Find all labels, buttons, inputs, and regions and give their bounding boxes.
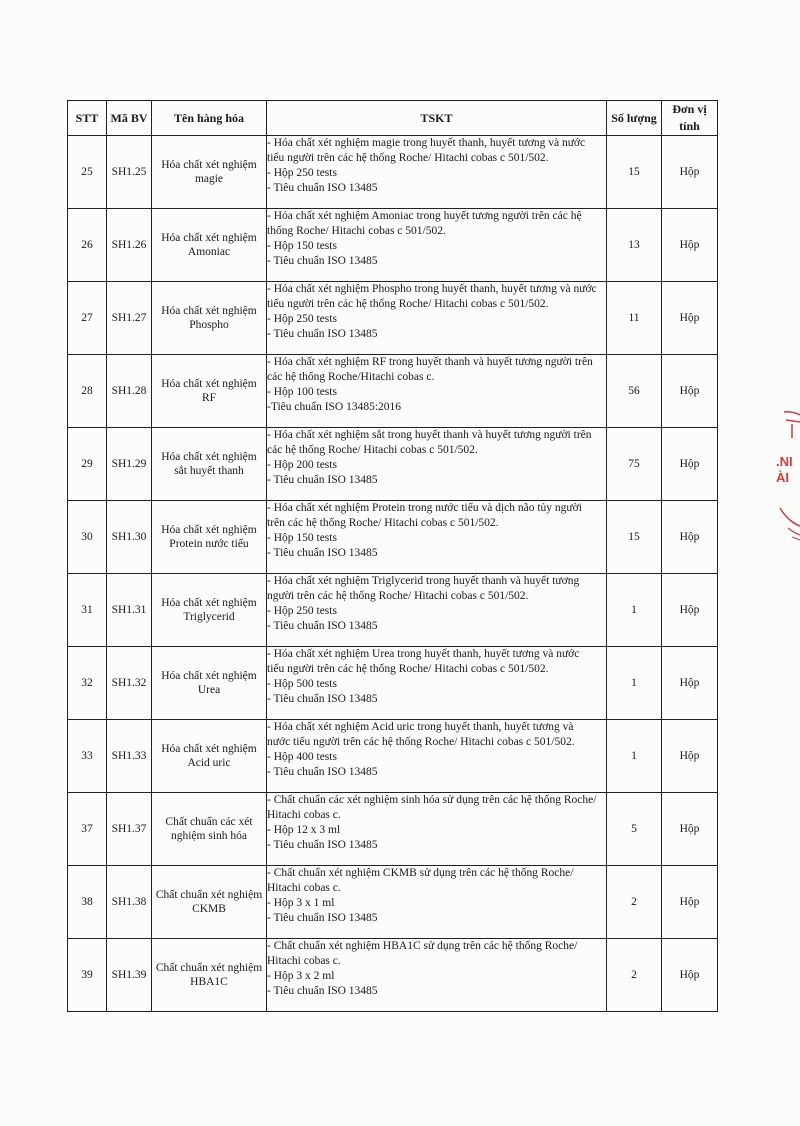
table-row bbox=[68, 866, 718, 939]
spec-line: Hitachi cobas c. bbox=[267, 809, 341, 821]
cell-ma-bv: SH1.32 bbox=[107, 647, 152, 720]
table-row bbox=[68, 939, 718, 1012]
spec-line: - Tiêu chuẩn ISO 13485 bbox=[267, 474, 378, 486]
product-name-line: Amoniac bbox=[187, 246, 231, 258]
cell-ten-hang-hoa bbox=[152, 282, 267, 355]
product-name-line: RF bbox=[201, 392, 217, 404]
cell-ten-hang-hoa bbox=[152, 939, 267, 1012]
spec-line: - Hộp 250 tests bbox=[267, 167, 337, 179]
stamp-text-1: .NI bbox=[776, 454, 793, 469]
spec-line: các hệ thống Roche/ Hitachi cobas c 501/502. bbox=[267, 444, 478, 456]
header-ma-bv: Mã BV bbox=[107, 101, 152, 136]
cell-ma-bv: SH1.27 bbox=[107, 282, 152, 355]
stamp-arc-icon bbox=[766, 400, 800, 580]
spec-line: - Hóa chất xét nghiệm magie trong huyết thanh, huyết tương và nước bbox=[267, 137, 586, 149]
spec-line: - Hộp 250 tests bbox=[267, 605, 337, 617]
cell-don-vi: Hộp bbox=[662, 574, 718, 647]
cell-ma-bv: SH1.38 bbox=[107, 866, 152, 939]
table-row bbox=[68, 720, 718, 793]
product-name-line: Protein nước tiểu bbox=[169, 538, 249, 550]
spec-line: - Hộp 400 tests bbox=[267, 751, 337, 763]
spec-line: các hệ thống Roche/Hitachi cobas c. bbox=[267, 371, 435, 383]
cell-ten-hang-hoa bbox=[152, 866, 267, 939]
cell-ma-bv: SH1.29 bbox=[107, 428, 152, 501]
cell-tskt bbox=[267, 282, 607, 355]
spec-line: - Tiêu chuẩn ISO 13485 bbox=[267, 328, 378, 340]
product-name-line: nghiệm sinh hóa bbox=[170, 830, 248, 842]
header-so-luong: Số lượng bbox=[607, 101, 662, 136]
cell-stt: 31 bbox=[68, 574, 107, 647]
cell-ma-bv: SH1.39 bbox=[107, 939, 152, 1012]
product-name-line: Hóa chất xét nghiệm bbox=[161, 232, 257, 244]
spec-line: - Tiêu chuẩn ISO 13485 bbox=[267, 620, 378, 632]
cell-don-vi: Hộp bbox=[662, 501, 718, 574]
cell-ma-bv: SH1.30 bbox=[107, 501, 152, 574]
spec-line: - Hộp 100 tests bbox=[267, 386, 337, 398]
cell-ma-bv: SH1.37 bbox=[107, 793, 152, 866]
cell-don-vi: Hộp bbox=[662, 647, 718, 720]
product-name-line: Urea bbox=[197, 684, 221, 696]
cell-don-vi: Hộp bbox=[662, 720, 718, 793]
cell-stt: 39 bbox=[68, 939, 107, 1012]
spec-line: Hitachi cobas c. bbox=[267, 882, 341, 894]
spec-line: - Tiêu chuẩn ISO 13485 bbox=[267, 912, 378, 924]
spec-line: - Hộp 150 tests bbox=[267, 532, 337, 544]
product-name-line: Triglycerid bbox=[183, 611, 235, 623]
product-name-line: sắt huyết thanh bbox=[174, 465, 244, 477]
cell-tskt bbox=[267, 574, 607, 647]
cell-stt: 27 bbox=[68, 282, 107, 355]
cell-so-luong: 1 bbox=[607, 720, 662, 793]
cell-so-luong: 2 bbox=[607, 866, 662, 939]
spec-line: trên các hệ thống Roche/ Hitachi cobas c 501/502. bbox=[267, 517, 499, 529]
cell-so-luong: 2 bbox=[607, 939, 662, 1012]
header-row bbox=[68, 101, 718, 136]
spec-line: tiểu người trên các hệ thống Roche/ Hitachi cobas c 501/502. bbox=[267, 663, 549, 675]
spec-line: - Chất chuẩn các xét nghiệm sinh hóa sử dụng trên các hệ thống Roche/ bbox=[267, 794, 597, 806]
header-don-vi-tinh bbox=[662, 101, 718, 136]
cell-ten-hang-hoa bbox=[152, 136, 267, 209]
spec-line: - Hộp 200 tests bbox=[267, 459, 337, 471]
product-name-line: Acid uric bbox=[187, 757, 231, 769]
cell-don-vi: Hộp bbox=[662, 939, 718, 1012]
cell-tskt bbox=[267, 647, 607, 720]
product-name-line: Hóa chất xét nghiệm bbox=[161, 451, 257, 463]
spec-line: - Hộp 500 tests bbox=[267, 678, 337, 690]
spec-line: - Hóa chất xét nghiệm RF trong huyết thanh và huyết tương người trên bbox=[267, 356, 593, 368]
cell-ten-hang-hoa bbox=[152, 720, 267, 793]
table-row bbox=[68, 209, 718, 282]
cell-tskt bbox=[267, 136, 607, 209]
cell-stt: 29 bbox=[68, 428, 107, 501]
spec-line: - Tiêu chuẩn ISO 13485 bbox=[267, 693, 378, 705]
table-row bbox=[68, 355, 718, 428]
cell-stt: 26 bbox=[68, 209, 107, 282]
cell-don-vi: Hộp bbox=[662, 209, 718, 282]
product-name-line: CKMB bbox=[192, 903, 226, 915]
cell-so-luong: 56 bbox=[607, 355, 662, 428]
cell-don-vi: Hộp bbox=[662, 793, 718, 866]
table-row bbox=[68, 647, 718, 720]
cell-so-luong: 1 bbox=[607, 647, 662, 720]
table-row bbox=[68, 574, 718, 647]
product-name-line: Hóa chất xét nghiệm bbox=[161, 670, 257, 682]
spec-line: -Tiêu chuẩn ISO 13485:2016 bbox=[267, 401, 402, 413]
cell-ten-hang-hoa bbox=[152, 501, 267, 574]
cell-stt: 32 bbox=[68, 647, 107, 720]
table-row bbox=[68, 793, 718, 866]
cell-tskt bbox=[267, 209, 607, 282]
cell-don-vi: Hộp bbox=[662, 136, 718, 209]
spec-line: tiểu người trên các hệ thống Roche/ Hitachi cobas c 501/502. bbox=[267, 298, 549, 310]
cell-stt: 28 bbox=[68, 355, 107, 428]
cell-ten-hang-hoa bbox=[152, 574, 267, 647]
spec-line: - Hóa chất xét nghiệm Phospho trong huyết thanh, huyết tương và nước bbox=[267, 283, 597, 295]
product-name-line: Phospho bbox=[189, 319, 229, 331]
cell-ten-hang-hoa bbox=[152, 428, 267, 501]
spec-line: - Hộp 3 x 1 ml bbox=[267, 897, 335, 909]
cell-ma-bv: SH1.25 bbox=[107, 136, 152, 209]
header-ten-hang-hoa: Tên hàng hóa bbox=[152, 101, 267, 136]
cell-ten-hang-hoa bbox=[152, 209, 267, 282]
product-name-line: Hóa chất xét nghiệm bbox=[161, 305, 257, 317]
cell-ma-bv: SH1.33 bbox=[107, 720, 152, 793]
spec-line: - Tiêu chuẩn ISO 13485 bbox=[267, 547, 378, 559]
spec-line: - Hóa chất xét nghiệm sắt trong huyết thanh và huyết tương người trên bbox=[267, 429, 592, 441]
header-stt: STT bbox=[68, 101, 107, 136]
cell-ma-bv: SH1.31 bbox=[107, 574, 152, 647]
cell-stt: 33 bbox=[68, 720, 107, 793]
cell-tskt bbox=[267, 501, 607, 574]
cell-stt: 25 bbox=[68, 136, 107, 209]
cell-so-luong: 5 bbox=[607, 793, 662, 866]
cell-tskt bbox=[267, 939, 607, 1012]
product-name-line: Chất chuẩn xét nghiệm bbox=[155, 889, 263, 901]
stamp-text-2: ÀI bbox=[776, 470, 789, 485]
cell-ma-bv: SH1.28 bbox=[107, 355, 152, 428]
cell-ma-bv: SH1.26 bbox=[107, 209, 152, 282]
spec-line: người trên các hệ thống Roche/ Hitachi cobas c 501/502. bbox=[267, 590, 529, 602]
table-row bbox=[68, 501, 718, 574]
cell-stt: 30 bbox=[68, 501, 107, 574]
cell-don-vi: Hộp bbox=[662, 866, 718, 939]
cell-stt: 38 bbox=[68, 866, 107, 939]
spec-line: tiểu người trên các hệ thống Roche/ Hitachi cobas c 501/502. bbox=[267, 152, 549, 164]
cell-tskt bbox=[267, 428, 607, 501]
product-name-line: Hóa chất xét nghiệm bbox=[161, 524, 257, 536]
table-row bbox=[68, 282, 718, 355]
spec-line: - Hóa chất xét nghiệm Amoniac trong huyết tương người trên các hệ bbox=[267, 210, 582, 222]
product-name-line: HBA1C bbox=[190, 976, 228, 988]
cell-ten-hang-hoa bbox=[152, 355, 267, 428]
spec-line: nước tiểu người trên các hệ thống Roche/ Hitachi cobas c 501/502. bbox=[267, 736, 575, 748]
cell-so-luong: 75 bbox=[607, 428, 662, 501]
product-name-line: Hóa chất xét nghiệm bbox=[161, 597, 257, 609]
spec-line: - Hóa chất xét nghiệm Protein trong nước tiểu và dịch não tủy người bbox=[267, 502, 582, 514]
product-name-line: Hóa chất xét nghiệm bbox=[161, 378, 257, 390]
cell-don-vi: Hộp bbox=[662, 355, 718, 428]
spec-line: - Hộp 150 tests bbox=[267, 240, 337, 252]
cell-don-vi: Hộp bbox=[662, 428, 718, 501]
header-tskt: TSKT bbox=[267, 101, 607, 136]
header-don-vi-line-1: Đơn vị bbox=[672, 102, 707, 116]
spec-line: - Hóa chất xét nghiệm Triglycerid trong huyết thanh và huyết tương bbox=[267, 575, 580, 587]
cell-tskt bbox=[267, 720, 607, 793]
product-name-line: magie bbox=[194, 173, 224, 185]
spec-line: - Hóa chất xét nghiệm Urea trong huyết thanh, huyết tương và nước bbox=[267, 648, 580, 660]
product-name-line: Chất chuẩn các xét bbox=[165, 816, 253, 828]
product-name-line: Hóa chất xét nghiệm bbox=[161, 159, 257, 171]
spec-line: - Chất chuẩn xét nghiệm HBA1C sử dụng trên các hệ thống Roche/ bbox=[267, 940, 578, 952]
table-row bbox=[68, 136, 718, 209]
product-name-line: Hóa chất xét nghiệm bbox=[161, 743, 257, 755]
cell-tskt bbox=[267, 355, 607, 428]
red-stamp-fragment bbox=[766, 400, 800, 580]
cell-tskt bbox=[267, 793, 607, 866]
spec-line: - Hộp 3 x 2 ml bbox=[267, 970, 335, 982]
spec-line: - Tiêu chuẩn ISO 13485 bbox=[267, 182, 378, 194]
cell-so-luong: 1 bbox=[607, 574, 662, 647]
spec-line: - Tiêu chuẩn ISO 13485 bbox=[267, 255, 378, 267]
cell-ten-hang-hoa bbox=[152, 793, 267, 866]
spec-line: - Tiêu chuẩn ISO 13485 bbox=[267, 766, 378, 778]
cell-tskt bbox=[267, 866, 607, 939]
header-don-vi-line-2: tính bbox=[679, 119, 700, 133]
cell-ten-hang-hoa bbox=[152, 647, 267, 720]
spec-line: - Hộp 12 x 3 ml bbox=[267, 824, 341, 836]
product-table bbox=[67, 100, 718, 1012]
cell-stt: 37 bbox=[68, 793, 107, 866]
cell-so-luong: 11 bbox=[607, 282, 662, 355]
cell-so-luong: 15 bbox=[607, 501, 662, 574]
cell-so-luong: 13 bbox=[607, 209, 662, 282]
spec-line: thống Roche/ Hitachi cobas c 501/502. bbox=[267, 225, 446, 237]
spec-line: - Hóa chất xét nghiệm Acid uric trong huyết thanh, huyết tương và bbox=[267, 721, 574, 733]
spec-line: - Tiêu chuẩn ISO 13485 bbox=[267, 985, 378, 997]
spec-line: - Hộp 250 tests bbox=[267, 313, 337, 325]
cell-don-vi: Hộp bbox=[662, 282, 718, 355]
product-name-line: Chất chuẩn xét nghiệm bbox=[155, 962, 263, 974]
spec-line: - Tiêu chuẩn ISO 13485 bbox=[267, 839, 378, 851]
table-row bbox=[68, 428, 718, 501]
spec-line: Hitachi cobas c. bbox=[267, 955, 341, 967]
cell-so-luong: 15 bbox=[607, 136, 662, 209]
spec-line: - Chất chuẩn xét nghiệm CKMB sử dụng trên các hệ thống Roche/ bbox=[267, 867, 574, 879]
